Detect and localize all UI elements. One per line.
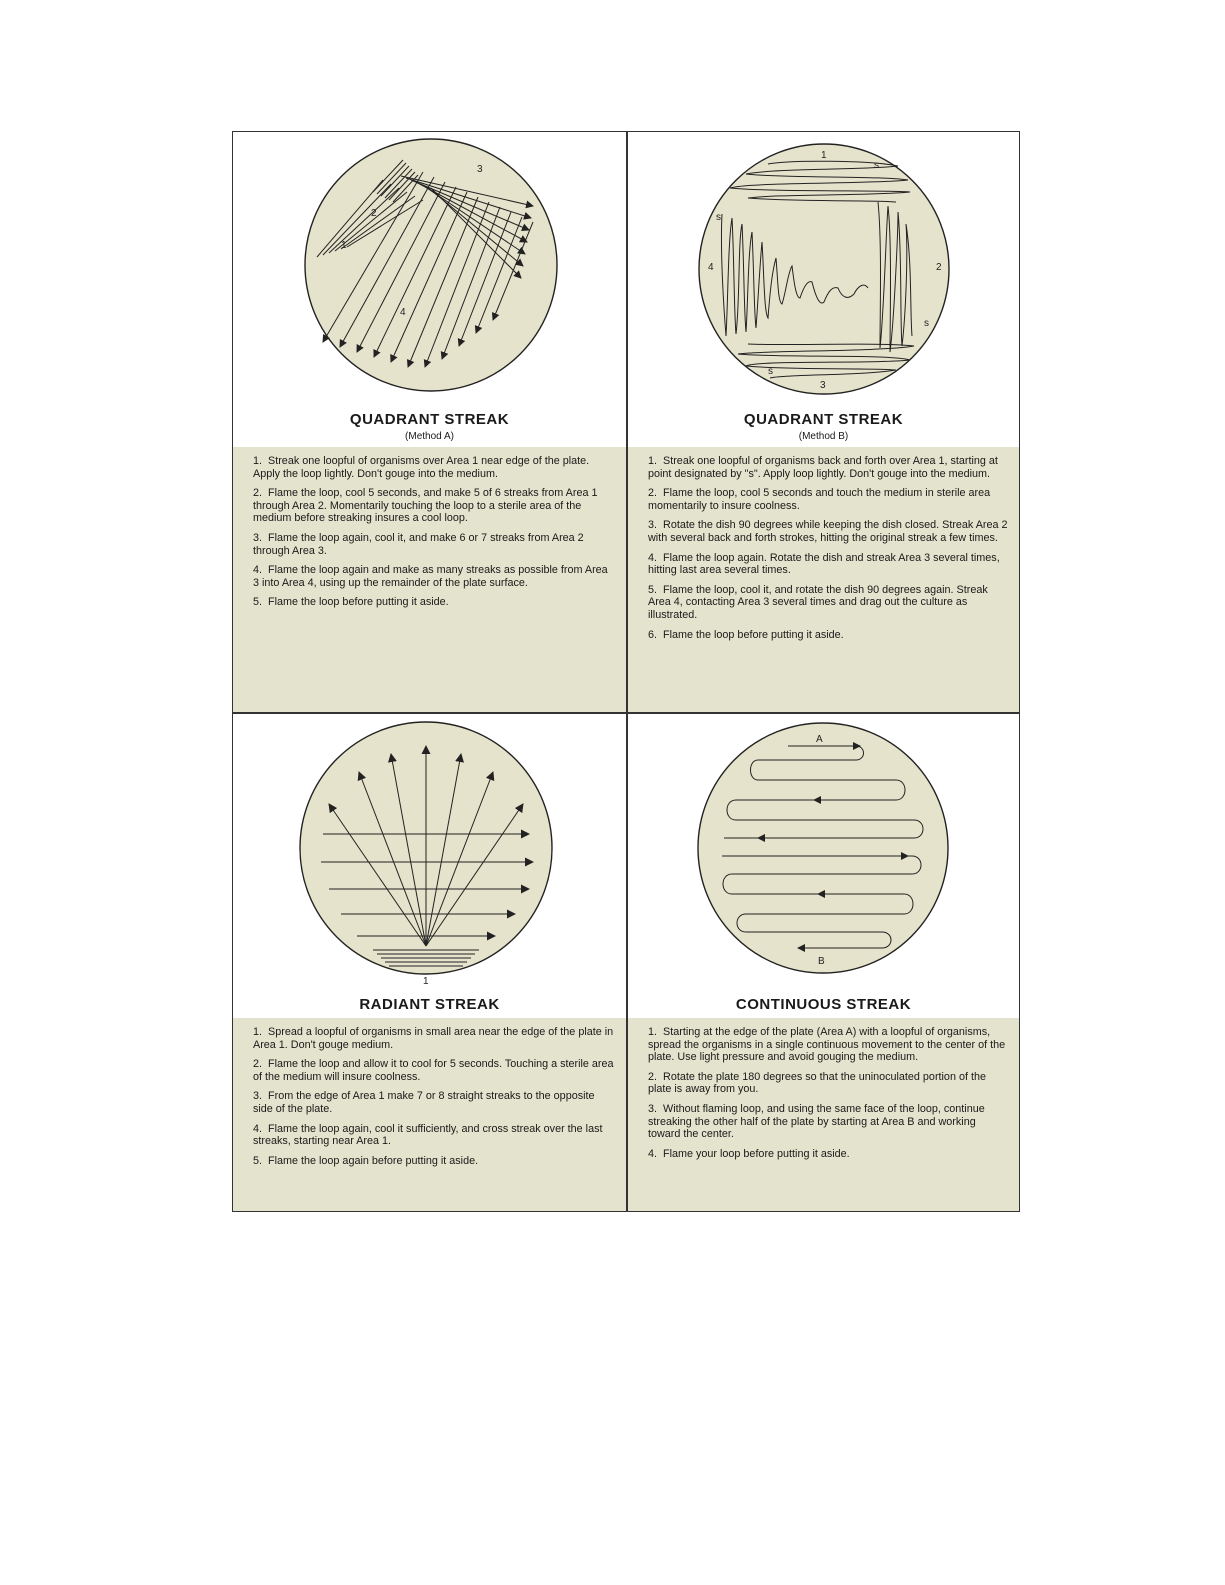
quadrant-b-dish-diagram [628, 132, 1019, 412]
step-text: Flame the loop again, cool it, and make 6 or 7 streaks from Area 2 through Area 3. [253, 531, 584, 557]
step-2 [253, 1058, 616, 1083]
panel-radiant [233, 714, 626, 1211]
step-text: Flame the loop, cool 5 seconds and touch the medium in sterile area momentarily to insure coolness. [648, 487, 991, 512]
area-label-1: 1 [423, 976, 429, 987]
step-1 [253, 455, 616, 480]
step-text: Flame the loop, cool it, and rotate the dish 90 degrees again. Streak Area 4, contacting Area 3 several times and drag out the culture as illustrated. [648, 583, 988, 621]
panel-subtitle: (Method A) [405, 431, 454, 442]
radiant-dish-diagram [233, 714, 626, 994]
step-number: 4. [253, 1122, 263, 1135]
step-number: 5. [648, 583, 658, 596]
continuous-steps [628, 1018, 1019, 1211]
continuous-dish-diagram [628, 714, 1019, 994]
area-label-4: 4 [708, 262, 714, 273]
area-label-3: 3 [477, 164, 483, 175]
step-text: Rotate the plate 180 degrees so that the uninoculated portion of the plate is away from you. [648, 1070, 986, 1096]
area-label-3: 3 [820, 380, 826, 391]
step-number: 3. [648, 1102, 658, 1115]
step-number: 4. [648, 551, 658, 564]
step-number: 1. [648, 1026, 658, 1038]
step-text: From the edge of Area 1 make 7 or 8 straight streaks to the opposite side of the plate. [253, 1090, 595, 1115]
step-2 [648, 1071, 1009, 1096]
panel-continuous [628, 714, 1019, 1211]
step-number: 3. [253, 531, 263, 544]
step-5 [253, 1155, 616, 1168]
panel-title: CONTINUOUS STREAK [735, 996, 912, 1013]
step-6 [648, 629, 1009, 642]
radiant-steps [233, 1018, 626, 1211]
step-3 [648, 519, 1009, 544]
panel-quadrant-a [233, 132, 626, 712]
panel-subtitle: (Method B) [798, 431, 849, 442]
step-number: 1. [648, 455, 658, 467]
area-label-4: 4 [400, 307, 406, 318]
streak-methods-figure [232, 131, 1020, 1212]
step-number: 2. [253, 487, 263, 500]
step-text: Flame the loop before putting it aside. [268, 596, 449, 609]
step-text: Spread a loopful of organisms in small area near the edge of the plate in Area 1. Don't gouge medium. [253, 1026, 614, 1051]
petri-dish [305, 139, 557, 391]
step-number: 5. [253, 596, 263, 609]
step-4 [253, 1123, 616, 1148]
step-text: Flame the loop again, cool it sufficiently, and cross streak over the last streaks, starting near Area 1. [253, 1122, 603, 1148]
area-label-b: B [818, 956, 825, 967]
step-4 [648, 552, 1009, 577]
step-5 [648, 584, 1009, 622]
step-2 [253, 487, 616, 525]
step-number: 3. [253, 1090, 263, 1103]
step-number: 2. [648, 487, 658, 500]
step-text: Flame the loop before putting it aside. [663, 628, 844, 641]
step-text: Flame the loop again and make as many streaks as possible from Area 3 into Area 4, using up the remainder of the plate surface. [253, 564, 608, 589]
area-label-2: 2 [936, 262, 942, 273]
area-label-1: 1 [341, 240, 347, 251]
step-5 [253, 596, 616, 609]
step-1 [648, 455, 1009, 480]
area-label-1: 1 [821, 150, 827, 161]
start-label-4: s [716, 212, 721, 223]
step-text: Starting at the edge of the plate (Area A) with a loopful of organisms, spread the organisms in a single continuous movement to the center of the plate. Use light pressure and avoid gouging the medium. [648, 1026, 1006, 1064]
panel-quadrant-b [628, 132, 1019, 712]
step-number: 2. [648, 1070, 658, 1083]
start-label-3: s [768, 366, 773, 377]
step-number: 6. [648, 628, 658, 641]
step-1 [253, 1026, 616, 1051]
step-text: Streak one loopful of organisms over Area 1 near edge of the plate. Apply the loop lightly. Don't gouge into the medium. [253, 455, 590, 480]
quadrant-b-steps [628, 447, 1019, 712]
step-number: 4. [648, 1147, 658, 1160]
step-1 [648, 1026, 1009, 1064]
step-text: Flame the loop again before putting it aside. [268, 1154, 479, 1167]
panel-title: RADIANT STREAK [359, 996, 500, 1013]
step-4 [648, 1148, 1009, 1161]
step-number: 3. [648, 519, 658, 532]
step-text: Flame the loop and allow it to cool for 5 seconds. Touching a sterile area of the medium will insure coolness. [253, 1058, 614, 1083]
step-2 [648, 487, 1009, 512]
step-number: 4. [253, 564, 263, 577]
area-label-a: A [816, 734, 823, 745]
step-3 [253, 1090, 616, 1115]
quadrant-a-dish-diagram [233, 132, 626, 412]
panel-title: QUADRANT STREAK [349, 411, 510, 428]
step-number: 5. [253, 1154, 263, 1167]
step-number: 1. [253, 455, 263, 467]
step-number: 1. [253, 1026, 263, 1038]
step-text: Flame the loop again. Rotate the dish and streak Area 3 several times, hitting last area several times. [648, 551, 1000, 577]
step-text: Streak one loopful of organisms back and forth over Area 1, starting at point designated by "s". Apply loop lightly. Don't gouge into the medium. [648, 455, 998, 480]
step-4 [253, 564, 616, 589]
step-3 [648, 1103, 1009, 1141]
step-number: 2. [253, 1058, 263, 1071]
panel-title: QUADRANT STREAK [743, 411, 904, 428]
start-label-2: s [924, 318, 929, 329]
start-label-1: s [874, 160, 879, 171]
area-label-2: 2 [371, 208, 377, 219]
step-text: Flame the loop, cool 5 seconds, and make 5 of 6 streaks from Area 1 through Area 2. Momentarily touching the loop to a sterile area of the medium before streaking insures a cool loop. [253, 487, 598, 525]
step-text: Without flaming loop, and using the same face of the loop, continue streaking the other half of the plate by starting at Area B and working toward the center. [648, 1102, 985, 1141]
step-text: Flame your loop before putting it aside. [663, 1147, 850, 1160]
step-3 [253, 532, 616, 557]
step-text: Rotate the dish 90 degrees while keeping the dish closed. Streak Area 2 with several back and forth strokes, hitting the original streak a few times. [648, 519, 1008, 544]
quadrant-a-steps [233, 447, 626, 712]
